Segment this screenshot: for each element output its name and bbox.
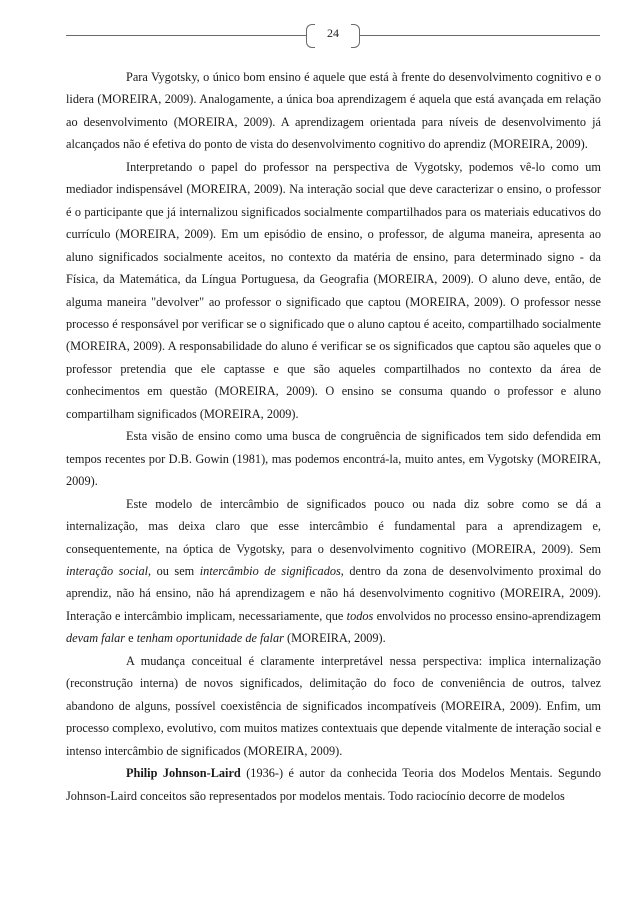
document-body	[66, 66, 601, 807]
paragraph	[66, 650, 601, 762]
italic-text: intercâmbio de significados	[199, 563, 341, 578]
page-number: 24	[327, 26, 339, 40]
paragraph-text: ou sem	[151, 563, 200, 578]
paragraph-text: Para Vygotsky, o único bom ensino é aquele que está à frente do desenvolvimento cognitivo e o lidera (MOREIRA, 2009). Analogamente, a única boa aprendizagem é aquela que está avançada em relação ao desenvolvimento (MOREIRA, 2009). A aprendizagem orientada para níveis de desenvolvimento já alcançados não é efetiva do ponto de vista do desenvolvimento cognitivo do aprendiz (MOREIRA, 2009).	[66, 70, 601, 152]
paragraph-text: , dentro da zona de desenvolvimento proximal do aprendiz, não há ensino, não há aprendizagem e não há desenvolvimento cognitivo (MOREIRA, 2009). Interação e intercâmbio implicam, necessariamente, que	[66, 563, 602, 623]
paragraph-text: e	[125, 631, 137, 646]
paragraph-text: envolvidos no processo ensino-aprendizagem	[373, 608, 602, 623]
paragraph	[66, 762, 601, 807]
paragraph-text: Interpretando o papel do professor na perspectiva de Vygotsky, podemos vê-lo como um mediador indispensável (MOREIRA, 2009). Na interação social que deve caracterizar o ensino, o professor é o participante que já internalizou significados socialmente compartilhados para os materiais educativos do currículo (MOREIRA, 2009). Em um episódio de ensino, o professor, de alguma maneira, apresenta ao aluno significados socialmente aceitos, no contexto da matéria de ensino, para determinado signo - da Física, da Matemática, da Língua Portuguesa, da Geografia (MOREIRA, 2009). O aluno deve, então, de alguma maneira "devolver" ao professor o significado que captou (MOREIRA, 2009). O professor nesse processo é responsável por verificar se o significado que o aluno captou é aceito, compartilhado socialmente (MOREIRA, 2009). A responsabilidade do aluno é verificar se os significados que captou são aqueles que o professor pretendia que ele captasse e que são aqueles compartilhados no contexto da área de conhecimentos em questão (MOREIRA, 2009). O ensino se consuma quando o professor e aluno compartilham significados (MOREIRA, 2009).	[66, 159, 601, 421]
paragraph	[66, 66, 601, 156]
page-number-bracket-right	[351, 24, 360, 48]
paragraph	[66, 156, 601, 425]
italic-text: devam falar	[66, 631, 126, 646]
paragraph-text: Este modelo de intercâmbio de significados pouco ou nada diz sobre como se dá a internalização, mas deixa claro que esse intercâmbio é fundamental para a aprendizagem e, consequentemente, na óptica de Vygotsky, para o desenvolvimento cognitivo (MOREIRA, 2009). Sem	[66, 496, 601, 556]
page-header	[66, 22, 600, 52]
paragraph-text: (1936-) é autor da conhecida Teoria dos Modelos Mentais. Segundo Johnson-Laird conceitos são representados por modelos mentais. Todo raciocínio decorre de modelos	[66, 766, 601, 803]
italic-text: todos	[346, 608, 374, 623]
italic-text: interação social,	[66, 563, 152, 578]
italic-text: tenham oportunidade de falar	[136, 631, 284, 646]
header-rule-left	[66, 35, 306, 36]
paragraph-text: Esta visão de ensino como uma busca de congruência de significados tem sido defendida em tempos recentes por D.B. Gowin (1981), mas podemos encontrá-la, muito antes, em Vygotsky (MOREIRA, 2009).	[66, 429, 601, 489]
paragraph	[66, 493, 601, 650]
paragraph-text: (MOREIRA, 2009).	[283, 631, 386, 646]
paragraph	[66, 425, 601, 492]
header-rule-right	[360, 35, 600, 36]
paragraph-text: A mudança conceitual é claramente interpretável nessa perspectiva: implica internalização (reconstrução interna) de novos significados, delimitação do foco de conveniência de outros, talvez abandono de alguns, possível coexistência de significados incompatíveis (MOREIRA, 2009). Enfim, um processo complexo, evolutivo, com muitos matizes contextuais que depende vitalmente de interação social e intenso intercâmbio de significados (MOREIRA, 2009).	[66, 653, 601, 758]
bold-text: Philip Johnson-Laird	[126, 766, 241, 781]
